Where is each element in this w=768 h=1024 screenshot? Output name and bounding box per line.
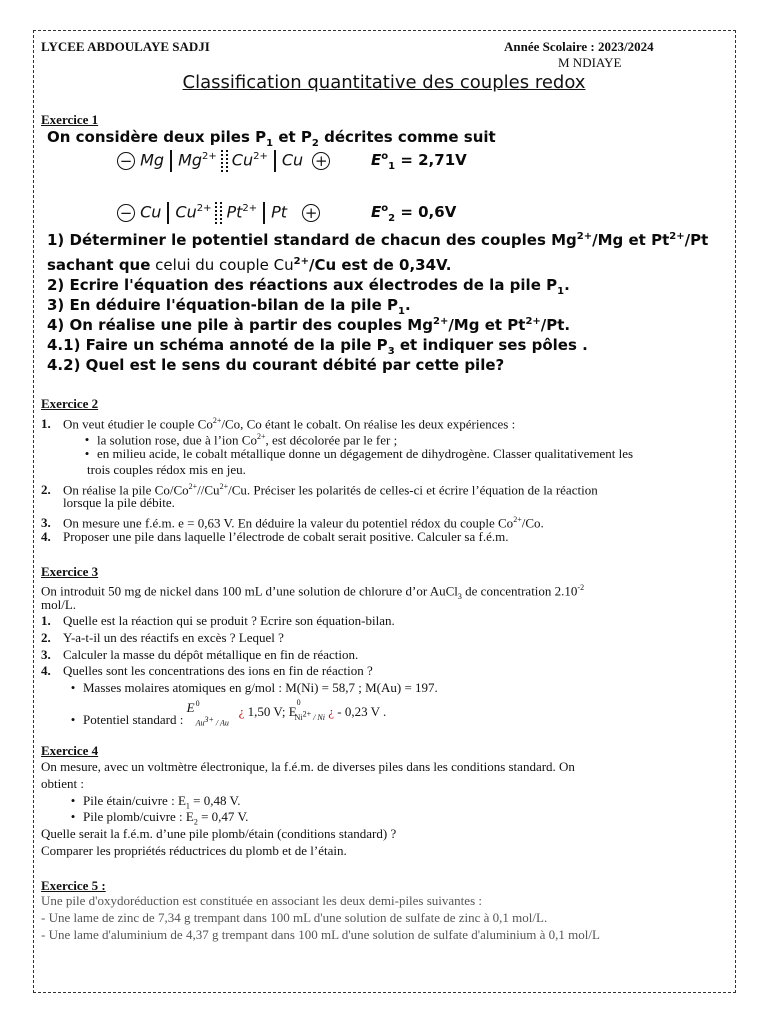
- ex1-q3: 3) En déduire l'équation-bilan de la pile $P_1$.: [47, 296, 411, 317]
- ex1-q2: 2) Ecrire l'équation des réactions aux électrodes de la pile $P_1$.: [47, 276, 570, 297]
- list-item: 3. Calculer la masse du dépôt métallique en fin de réaction.: [41, 647, 359, 662]
- ex4-intro-end: obtient :: [41, 776, 84, 791]
- list-item: 4. Quelles sont les concentrations des ions en fin de réaction ?: [41, 663, 373, 678]
- list-item: • la solution rose, due à l’ion $Co^{2+}$, est décolorée par le fer ;: [84, 432, 398, 448]
- list-item: • Masses molaires atomiques en g/mol : M(Ni) = 58,7 ; M(Au) = 197.: [70, 680, 438, 695]
- ex4-question: Comparer les propriétés réductrices du plomb et de l’étain.: [41, 843, 347, 858]
- ex2-heading: Exercice 2: [41, 396, 99, 411]
- ex1-e1: $E^o_1 = 2,71V$: [371, 151, 467, 172]
- list-item: • Pile étain/cuivre : $E_1 = 0,48$ V.: [70, 793, 241, 811]
- ex1-pile2: − Cu $Cu^{2+}$ $Pt^{2+}$ Pt +: [117, 202, 320, 224]
- ex1-heading: Exercice 1: [41, 112, 99, 127]
- list-item: trois couples rédox mis en jeu.: [87, 462, 246, 477]
- page-title: Classification quantitative des couples redox: [182, 72, 586, 93]
- school-name: LYCEE ABDOULAYE SADJI: [41, 39, 210, 54]
- ex1-q42: 4.2) Quel est le sens du courant débité par cette pile?: [47, 356, 505, 374]
- ex3-intro-end: mol/L.: [41, 597, 77, 612]
- list-item: • Pile plomb/cuivre : $E_2 = 0,47$ V.: [70, 809, 249, 827]
- teacher-name: M NDIAYE: [558, 55, 622, 70]
- ex1-e2: $E^o_2 = 0,6V$: [371, 203, 457, 224]
- ex3-intro: On introduit 50 mg de nickel dans 100 mL d’une solution de chlorure d’or AuCl$_3$ de concentration $2.10^{-2}$: [41, 583, 585, 601]
- plus-sign-icon: +: [312, 152, 330, 170]
- list-item: 1. Quelle est la réaction qui se produit ? Ecrire son équation-bilan.: [41, 613, 395, 628]
- list-item: 3. On mesure une f.é.m. e = 0,63 V. En déduire la valeur du potentiel rédox du couple $Co^{2+}/Co$.: [41, 515, 544, 531]
- list-item: 2. Y-a-t-il un des réactifs en excès ? Lequel ?: [41, 630, 284, 645]
- ex4-intro: On mesure, avec un voltmètre électronique, la f.é.m. de diverses piles dans les conditions standard. On: [41, 759, 575, 774]
- minus-sign-icon: −: [117, 152, 135, 170]
- list-item: lorsque la pile débite.: [63, 495, 175, 510]
- ex1-q1b: sachant que celui du couple $Cu^{2+}/Cu$ est de 0,34V.: [47, 256, 452, 274]
- ex3-heading: Exercice 3: [41, 564, 99, 579]
- school-year: Année Scolaire : 2023/2024: [504, 39, 654, 54]
- ex5-line: Une pile d'oxydoréduction est constituée en associant les deux demi-piles suivantes :: [41, 893, 482, 908]
- ex5-line: - Une lame de zinc de 7,34 g trempant dans 100 mL d'une solution de sulfate de zinc à 0,1 mol/L.: [41, 910, 548, 925]
- list-item: 4. Proposer une pile dans laquelle l’électrode de cobalt serait positive. Calculer sa f.é.m.: [41, 529, 509, 544]
- ex1-pile1: − Mg $Mg^{2+}$ $Cu^{2+}$ Cu +: [117, 150, 330, 172]
- ex1-q1a: 1) Déterminer le potentiel standard de chacun des couples $Mg^{2+}/Mg$ et $Pt^{2+}/Pt$: [47, 231, 709, 249]
- ex5-line: - Une lame d'aluminium de 4,37 g trempant dans 100 mL d'une solution de sulfate d'aluminium à 0,1 mol/L: [41, 927, 600, 942]
- ex5-heading: Exercice 5 :: [41, 878, 106, 893]
- list-item: • Potentiel standard : E 0 $Au^{3+}$ / Au ¿ 1,50 V; $E^0_{Ni^{2+} / Ni}$ ¿ - 0,23 V .: [70, 697, 387, 728]
- list-item: 2. On réalise la pile $Co/Co^{2+}//Cu^{2+}/Cu$. Préciser les polarités de celles-ci et écrire l’équation de la réaction: [41, 482, 598, 498]
- plus-sign-icon: +: [302, 204, 320, 222]
- ex1-intro: On considère deux piles $P_1$ et $P_2$ décrites comme suit: [47, 128, 496, 149]
- minus-sign-icon: −: [117, 204, 135, 222]
- list-item: • en milieu acide, le cobalt métallique donne un dégagement de dihydrogène. Classer qualitativement les: [84, 446, 634, 461]
- ex1-q4: 4) On réalise une pile à partir des couples $Mg^{2+}/Mg$ et $Pt^{2+}/Pt$.: [47, 316, 571, 334]
- list-item: 1. On veut étudier le couple $Co^{2+}/Co$, Co étant le cobalt. On réalise les deux expériences :: [41, 416, 516, 432]
- ex1-q41: 4.1) Faire un schéma annoté de la pile $P_3$ et indiquer ses pôles .: [47, 336, 588, 357]
- ex4-heading: Exercice 4: [41, 743, 99, 758]
- ex4-question: Quelle serait la f.é.m. d’une pile plomb/étain (conditions standard) ?: [41, 826, 397, 841]
